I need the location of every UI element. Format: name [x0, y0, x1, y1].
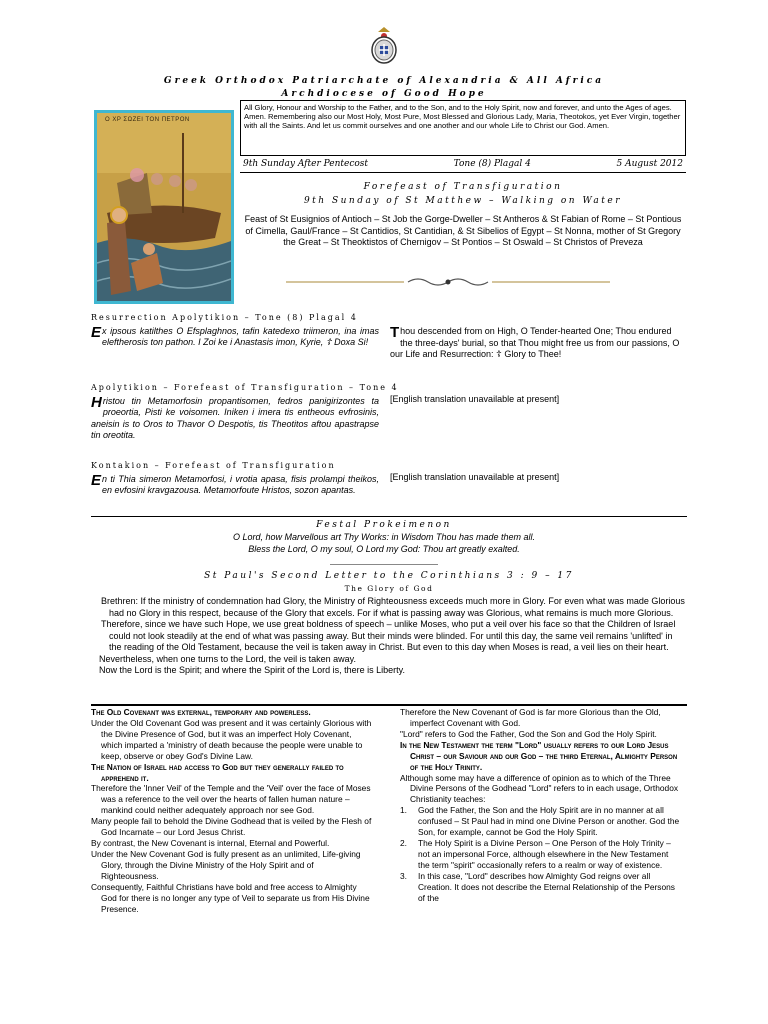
- sunday-date: 5 August 2012: [616, 159, 683, 169]
- commentary-paragraph: Under the Old Covenant God was present and it was certainly Glorious with the Divine Presence of God, but it was an imperfect Holy Covenant, which imparted a 'ministry of death because the people were unable to keep, observe or obey God's Divine Law.: [91, 717, 372, 761]
- icon-painting: [97, 113, 231, 301]
- list-number: 2.: [400, 838, 407, 849]
- commentary-paragraph: The Nation of Israel had access to God but they generally failed to apprehend it.: [91, 761, 344, 783]
- list-text: God the Father, the Son and the Holy Spirit are in no manner at all confused – St Paul had in mind one Divine Person or another. God the Son, for example, cannot be God the Holy Spirit.: [418, 805, 680, 838]
- transfig-apol-label: Apolytikion – Forefeast of Transfiguration – Tone 4: [91, 383, 399, 392]
- commentary-right-column: [400, 707, 682, 904]
- hymn-text: hou descended from on High, O Tender-hearted One; Thou endured the three-days' burial, so that Thou might free us from our passions, O our Life and Resurrection: ☦ Glory to Thee!: [390, 326, 680, 360]
- epistle-paragraph: Brethren: If the ministry of condemnation had Glory, the Ministry of Righteousness exceeds much more in Glory. For even what was made Glorious had no Glory in this respect, because of the Glory that excels. For if what is passing away was Glorious, what remains is much more Glorious.: [101, 596, 685, 618]
- prokeimenon-title: Festal Prokeimenon: [316, 520, 452, 530]
- forefeast-title: Forefeast of Transfiguration: [363, 182, 563, 192]
- commentary-paragraph: Therefore the 'Inner Veil' of the Temple and the 'Veil' over the face of Moses was a reference to the veil over the hearts of fallen human nature – mankind could neither adequately approach nor see God.: [91, 783, 371, 816]
- commentary-paragraph: Consequently, Faithful Christians have bold and free access to Almighty God for there is no longer any type of Veil to separate us from His Divine Presence.: [91, 881, 370, 914]
- divider-rule: [91, 704, 687, 706]
- kontakion-greek: [91, 474, 379, 497]
- commentary-paragraph: Although some may have a difference of opinion as to which of the Three Divine Persons of the Godhead "Lord" refers to in each usage, Orthodox Christianity teaches:: [400, 772, 679, 805]
- hymn-text: n ti Thia simeron Metamorfosi, i vrotia apasa, fisis prolampi theikos, en evfosini kravgazousa. Metamorfoute Hristos, sozon apantas.: [102, 474, 379, 496]
- resurrection-greek: [91, 326, 379, 349]
- dropcap: E: [91, 324, 102, 341]
- epistle-subtitle: The Glory of God: [344, 584, 434, 593]
- list-item: [400, 838, 682, 871]
- matthew-title: 9th Sunday of St Matthew – Walking on Water: [303, 196, 623, 206]
- list-number: 1.: [400, 805, 407, 816]
- transfig-apol-english: [English translation unavailable at present]: [390, 394, 560, 404]
- teaching-list: [400, 805, 682, 903]
- epistle-text: [91, 596, 687, 677]
- epistle-paragraph: Therefore, since we have such Hope, we use great boldness of speech – unlike Moses, who put a veil over his face so that the Children of Israel could not look steadily at the end of what was passing away. But their minds were blinded. For until this day, the same veil remains 'unlifted' in the reading of the Old Testament, because the veil is taken away in Christ. But even to this day when Moses is read, a veil lies on their heart.: [101, 619, 676, 653]
- commentary-paragraph: Many people fail to behold the Divine Godhead that is veiled by the Flesh of God Incarnate – our Lord Jesus Christ.: [91, 816, 372, 838]
- kontakion-label: Kontakion – Forefeast of Transfiguration: [91, 461, 336, 470]
- crest-emblem: [368, 26, 400, 66]
- commentary-left-column: [91, 707, 373, 915]
- resurrection-label: Resurrection Apolytikion – Tone (8) Plagal 4: [91, 313, 358, 322]
- prokeimenon-line2: Bless the Lord, O my soul, O Lord my God: Thou art greatly exalted.: [248, 544, 520, 554]
- header-archdiocese: Archdiocese of Good Hope: [281, 89, 487, 99]
- divider-rule: [240, 172, 686, 173]
- list-text: In this case, "Lord" describes how Almighty God reigns over all Creation. It does not describe the Eternal Relationship of the Persons of the: [418, 870, 675, 903]
- header-patriarchate: Greek Orthodox Patriarchate of Alexandria & All Africa: [163, 76, 605, 86]
- doxology-box: All Glory, Honour and Worship to the Father, and to the Son, and to the Holy Spirit, now and forever, and unto the Ages of ages. Amen. Remembering also our Most Holy, Most Pure, Most Blessed and Glorious Lady, Maria, Theotokos, yet Ever Virgin, together with all the Saints. And let us commit ourselves and one another and our whole Life to Christ our God. Amen.: [240, 100, 686, 156]
- transfig-apol-greek: [91, 396, 379, 441]
- sunday-tone: Tone (8) Plagal 4: [453, 159, 531, 169]
- commentary-paragraph: Under the New Covenant God is fully present as an unlimited, Life-giving Glory, through the Divine Ministry of the Holy Spirit and of Righteousness.: [91, 848, 361, 881]
- list-item: [400, 871, 682, 904]
- commentary-paragraph: "Lord" refers to God the Father, God the Son and God the Holy Spirit.: [400, 728, 657, 739]
- epistle-title: St Paul's Second Letter to the Corinthians 3 : 9 – 17: [204, 571, 574, 581]
- dropcap: E: [91, 472, 102, 489]
- dropcap: T: [390, 324, 400, 341]
- icon-walking-on-water: [94, 110, 234, 304]
- resurrection-english: [390, 326, 686, 361]
- sunday-info-line: [243, 159, 683, 170]
- ornament-divider: [286, 276, 610, 288]
- list-item: [400, 805, 682, 838]
- sunday-name: 9th Sunday After Pentecost: [243, 159, 369, 169]
- epistle-paragraph: Now the Lord is the Spirit; and where the Spirit of the Lord is, there is Liberty.: [99, 665, 405, 676]
- divider-rule: [91, 516, 687, 517]
- commentary-paragraph: Therefore the New Covenant of God is far more Glorious than the Old, imperfect Covenant with God.: [400, 707, 661, 728]
- commentary-paragraph: By contrast, the New Covenant is internal, Eternal and Powerful.: [91, 838, 330, 849]
- commentary-paragraph: In the New Testament the term "Lord" usually refers to our Lord Jesus Christ – our Saviour and our God – the third Eternal, Almighty Person of the Holy Trinity.: [400, 739, 678, 772]
- dropcap: H: [91, 394, 102, 411]
- feast-saints-text: Feast of St Eusignios of Antioch – St Job the Gorge-Dweller – St Antheros & St Fabian of Rome – St Pontious of Cimella, Gaul/France – St Cantidios, St Cantidian, & St Sibelios of Egypt – St Nonna, mother of St Gregory the Great – St Theoktistos of Chernigov – St Pontios – St Oswald – St Christos of Preveza: [244, 214, 682, 248]
- divider-rule: [330, 564, 438, 565]
- hymn-text: x ipsous katilthes O Efsplaghnos, tafin katedexo triimeron, ina imas eleftherosis ton pathon. I Zoi ke i Anastasis imon, Kyrie, ☦ Doxa Si!: [102, 326, 379, 348]
- list-number: 3.: [400, 870, 407, 881]
- commentary-paragraph: The Old Covenant was external, temporary and powerless.: [91, 707, 311, 717]
- prokeimenon-line1: O Lord, how Marvellous art Thy Works: in Wisdom Thou has made them all.: [232, 532, 536, 542]
- hymn-text: ristou tin Metamorfosin propantisomen, fedros panigirizontes ta proeortia, Pisti ke voisomen. Iniken i imera tis entheous evfrosinis, aneisin is to Oros to Thavor O Despotis, tis Theotitos aftou apastrapse tin oreotita.: [91, 396, 379, 440]
- list-text: The Holy Spirit is a Divine Person – One Person of the Holy Trinity – not an impersonal Force, although elsewhere in the New Testament the term "spirit" occasionally refers to a realm or way of existence.: [418, 838, 671, 870]
- epistle-paragraph: Nevertheless, when one turns to the Lord, the veil is taken away.: [99, 653, 356, 664]
- icon-caption: Ο ΧΡ ΣΩΖΕΙ ΤΟΝ ΠΕΤΡΟΝ: [105, 117, 190, 123]
- kontakion-english: [English translation unavailable at present]: [390, 472, 560, 482]
